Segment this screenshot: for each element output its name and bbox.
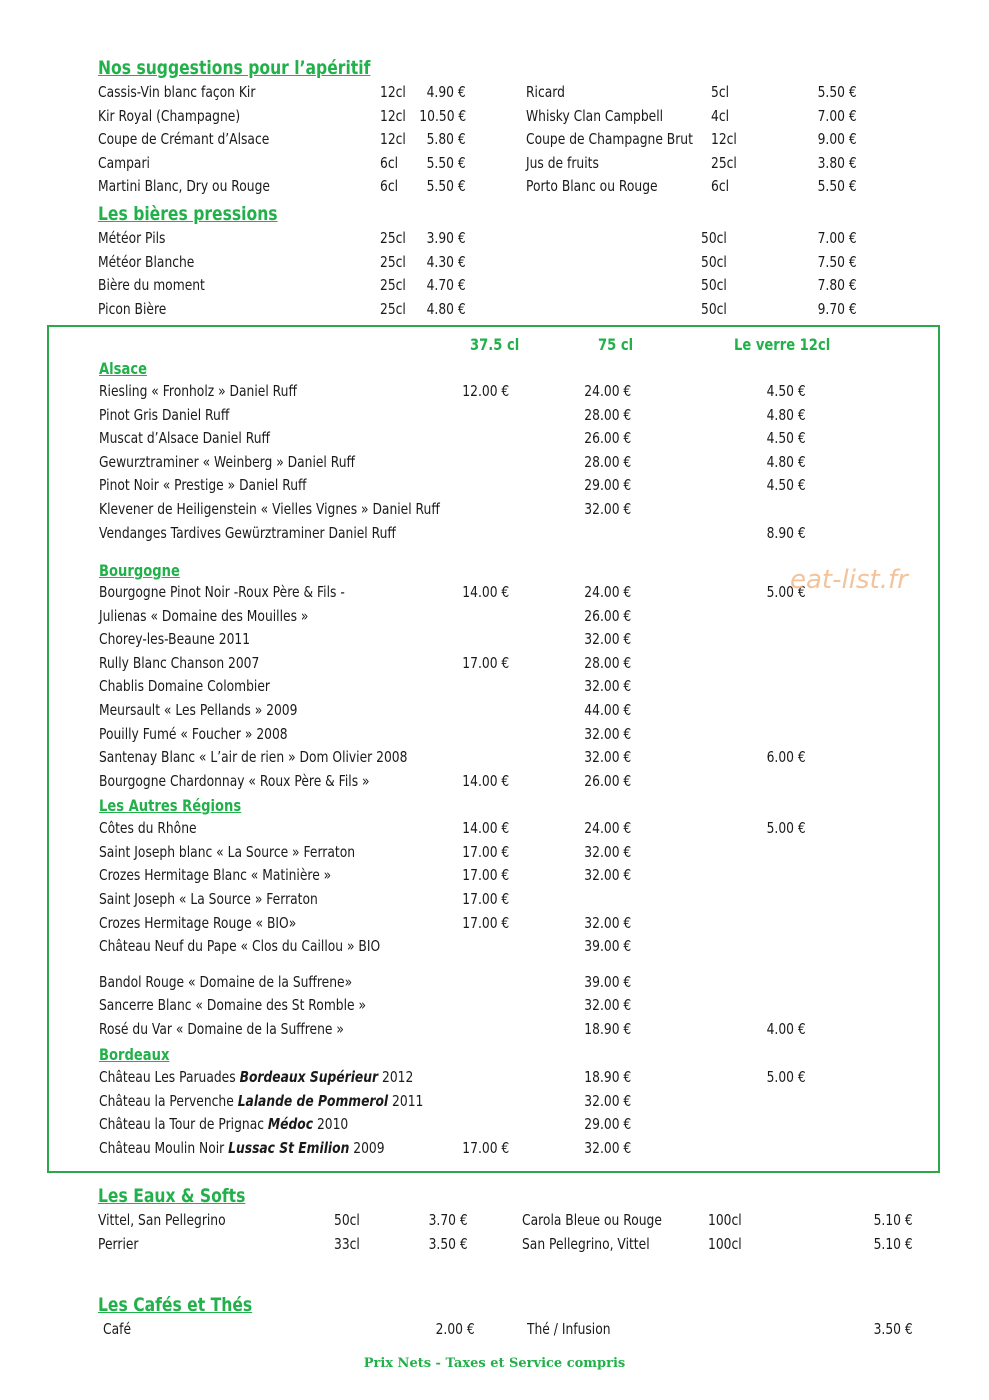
price-37cl: 17.00 € (462, 653, 509, 672)
price-75cl: 28.00 € (584, 405, 631, 424)
wine-name: Sancerre Blanc « Domaine des St Romble » (99, 996, 367, 1014)
price-75cl: 24.00 € (584, 382, 631, 400)
column-header-37cl: 37.5 cl (470, 335, 520, 354)
item-price: 5.50 € (426, 153, 466, 172)
item-volume: 50cl (701, 276, 727, 295)
item-price: 7.00 € (817, 229, 857, 247)
price-glass: 4.50 € (766, 429, 806, 448)
price-glass: 5.00 € (766, 1068, 806, 1086)
item-volume: 25cl (711, 153, 737, 172)
wine-name (99, 1115, 348, 1133)
item-price: 4.90 € (426, 83, 466, 101)
wine-name: Muscat d’Alsace Daniel Ruff (99, 429, 270, 448)
item-name: Coupe de Crémant d’Alsace (98, 130, 270, 149)
item-volume: 6cl (711, 177, 730, 196)
wine-name-prefix: Château la Pervenche (99, 1091, 238, 1110)
price-75cl: 39.00 € (584, 937, 631, 955)
item-name: Café (103, 1320, 132, 1338)
price-75cl: 39.00 € (584, 973, 631, 991)
footer-note: Prix Nets - Taxes et Service compris (363, 1356, 626, 1371)
price-37cl: 14.00 € (462, 819, 509, 837)
price-75cl: 29.00 € (584, 1115, 631, 1134)
item-name: Vittel, San Pellegrino (98, 1211, 226, 1229)
wine-name: Chablis Domaine Colombier (99, 677, 270, 696)
item-volume: 50cl (701, 229, 727, 247)
wine-name: Gewurztraminer « Weinberg » Daniel Ruff (99, 452, 356, 471)
wine-name (99, 1092, 423, 1110)
item-name: Picon Bière (98, 299, 167, 318)
price-glass: 4.00 € (766, 1020, 806, 1038)
item-price: 4.70 € (426, 276, 466, 295)
price-37cl: 17.00 € (462, 890, 509, 908)
item-price: 5.50 € (817, 177, 857, 196)
item-price: 9.70 € (817, 299, 857, 318)
wine-name: Klevener de Heiligenstein « Vielles Vignes » Daniel Ruff (99, 500, 440, 518)
item-price: 7.00 € (817, 106, 857, 125)
item-price: 7.50 € (817, 252, 857, 271)
column-header-75cl: 75 cl (598, 335, 634, 354)
wine-vintage: 2010 (313, 1115, 349, 1134)
price-glass: 4.50 € (766, 382, 806, 400)
price-75cl: 24.00 € (584, 583, 631, 601)
wine-appellation: Médoc (267, 1115, 314, 1134)
item-name: Météor Pils (98, 229, 166, 247)
item-name: Bière du moment (98, 276, 205, 295)
wine-name: Saint Joseph « La Source » Ferraton (99, 890, 318, 908)
section-title-coffee: Les Cafés et Thés (98, 1294, 253, 1316)
item-price: 3.80 € (817, 153, 857, 172)
price-75cl: 32.00 € (584, 914, 631, 932)
wine-name-prefix: Château Les Paruades (99, 1068, 240, 1086)
price-75cl: 32.00 € (584, 1091, 631, 1110)
item-volume: 100cl (708, 1235, 742, 1253)
wine-name: Crozes Hermitage Blanc « Matinière » (99, 866, 332, 884)
wine-name: Bandol Rouge « Domaine de la Suffrene» (99, 973, 353, 991)
item-price: 3.50 € (428, 1235, 468, 1253)
wine-name: Meursault « Les Pellands » 2009 (99, 701, 298, 719)
wine-name: Santenay Blanc « L’air de rien » Dom Olivier 2008 (99, 748, 408, 767)
wine-name (99, 1068, 413, 1086)
wine-name-prefix: Château Moulin Noir (99, 1138, 229, 1157)
wine-name-prefix: Château la Tour de Prignac (99, 1115, 268, 1134)
wine-name: Pouilly Fumé « Foucher » 2008 (99, 724, 288, 743)
wine-name: Riesling « Fronholz » Daniel Ruff (99, 382, 297, 400)
item-volume: 6cl (380, 153, 399, 172)
item-volume: 25cl (380, 229, 406, 247)
item-name: Kir Royal (Champagne) (98, 106, 241, 125)
price-75cl: 26.00 € (584, 771, 631, 790)
item-name: Coupe de Champagne Brut (526, 130, 693, 149)
wine-name: Rosé du Var « Domaine de la Suffrene » (99, 1020, 344, 1038)
price-glass: 4.80 € (766, 405, 806, 424)
item-price: 5.50 € (817, 83, 857, 101)
wine-name: Bourgogne Chardonnay « Roux Père & Fils » (99, 771, 370, 790)
wine-name: Saint Joseph blanc « La Source » Ferraton (99, 843, 356, 861)
price-glass: 4.80 € (766, 452, 806, 471)
price-glass: 4.50 € (766, 476, 806, 495)
item-name: Ricard (526, 83, 565, 101)
price-75cl: 44.00 € (584, 701, 631, 719)
section-title-waters: Les Eaux & Softs (98, 1185, 246, 1207)
price-75cl: 32.00 € (584, 677, 631, 696)
price-37cl: 14.00 € (462, 771, 509, 790)
item-volume: 25cl (380, 299, 406, 318)
item-price: 3.90 € (426, 229, 466, 247)
item-price: 4.30 € (426, 252, 466, 271)
price-75cl: 32.00 € (584, 724, 631, 743)
price-37cl: 17.00 € (462, 843, 509, 861)
item-name: San Pellegrino, Vittel (522, 1235, 650, 1253)
wine-appellation: Lalande de Pommerol (237, 1091, 389, 1110)
item-price: 7.80 € (817, 276, 857, 295)
price-glass: 6.00 € (766, 748, 806, 767)
price-75cl: 28.00 € (584, 452, 631, 471)
price-75cl: 32.00 € (584, 630, 631, 649)
section-title-other-regions: Les Autres Régions (99, 796, 242, 815)
item-name: Thé / Infusion (527, 1320, 611, 1338)
price-75cl: 26.00 € (584, 606, 631, 625)
item-name: Perrier (98, 1235, 139, 1253)
price-75cl: 28.00 € (584, 653, 631, 672)
item-volume: 12cl (380, 106, 406, 125)
wine-name: Château Neuf du Pape « Clos du Caillou » BIO (99, 937, 381, 955)
item-volume: 12cl (711, 130, 737, 149)
price-75cl: 32.00 € (584, 843, 631, 861)
item-volume: 4cl (711, 106, 730, 125)
item-name: Whisky Clan Campbell (526, 106, 664, 125)
price-75cl: 32.00 € (584, 1138, 631, 1157)
wine-appellation: Bordeaux Supérieur (239, 1068, 379, 1086)
price-37cl: 17.00 € (462, 914, 509, 932)
item-volume: 25cl (380, 276, 406, 295)
wine-name: Côtes du Rhône (99, 819, 197, 837)
section-title-aperitif: Nos suggestions pour l’apéritif (98, 57, 371, 79)
item-volume: 12cl (380, 130, 406, 149)
section-title-alsace: Alsace (99, 359, 147, 378)
wine-name (99, 1139, 385, 1157)
price-37cl: 17.00 € (462, 1138, 509, 1157)
item-volume: 25cl (380, 252, 406, 271)
wine-name: Vendanges Tardives Gewürztraminer Daniel Ruff (99, 523, 396, 542)
item-volume: 12cl (380, 83, 406, 101)
price-37cl: 17.00 € (462, 866, 509, 884)
price-glass: 5.00 € (766, 583, 806, 601)
wine-name: Bourgogne Pinot Noir -Roux Père & Fils - (99, 583, 345, 601)
price-75cl: 32.00 € (584, 748, 631, 767)
item-volume: 50cl (334, 1211, 360, 1229)
wine-vintage: 2012 (378, 1068, 414, 1086)
item-volume: 50cl (701, 299, 727, 318)
wine-name: Pinot Gris Daniel Ruff (99, 405, 230, 424)
item-name: Porto Blanc ou Rouge (526, 177, 658, 196)
item-price: 3.70 € (428, 1211, 468, 1229)
section-title-bourgogne: Bourgogne (99, 561, 180, 580)
section-title-beers: Les bières pressions (98, 203, 278, 225)
wine-name: Julienas « Domaine des Mouilles » (99, 606, 309, 625)
item-price: 3.50 € (873, 1320, 913, 1338)
wine-name: Crozes Hermitage Rouge « BIO» (99, 914, 297, 932)
price-37cl: 12.00 € (462, 382, 509, 400)
item-volume: 6cl (380, 177, 399, 196)
wine-appellation: Lussac St Emilion (228, 1138, 350, 1157)
item-name: Campari (98, 153, 150, 172)
item-name: Météor Blanche (98, 252, 195, 271)
item-price: 4.80 € (426, 299, 466, 318)
wine-vintage: 2011 (388, 1091, 424, 1110)
item-price: 5.10 € (873, 1211, 913, 1229)
price-75cl: 18.90 € (584, 1068, 631, 1086)
item-price: 5.50 € (426, 177, 466, 196)
price-75cl: 18.90 € (584, 1020, 631, 1038)
watermark: eat-list.fr (790, 565, 908, 595)
item-name: Cassis-Vin blanc façon Kir (98, 83, 256, 101)
price-glass: 8.90 € (766, 523, 806, 542)
item-name: Jus de fruits (526, 153, 599, 172)
item-price: 10.50 € (419, 106, 466, 125)
price-75cl: 32.00 € (584, 500, 631, 518)
item-price: 9.00 € (817, 130, 857, 149)
price-75cl: 26.00 € (584, 429, 631, 448)
price-75cl: 24.00 € (584, 819, 631, 837)
wine-name: Rully Blanc Chanson 2007 (99, 653, 260, 672)
item-volume: 50cl (701, 252, 727, 271)
wine-name: Chorey-les-Beaune 2011 (99, 630, 251, 649)
item-name: Carola Bleue ou Rouge (522, 1211, 662, 1229)
price-glass: 5.00 € (766, 819, 806, 837)
column-header-glass: Le verre 12cl (734, 335, 831, 354)
wine-vintage: 2009 (349, 1138, 385, 1157)
price-75cl: 32.00 € (584, 866, 631, 884)
price-75cl: 32.00 € (584, 996, 631, 1014)
price-75cl: 29.00 € (584, 476, 631, 495)
item-volume: 5cl (711, 83, 730, 101)
item-volume: 100cl (708, 1211, 742, 1229)
item-price: 5.80 € (426, 130, 466, 149)
item-name: Martini Blanc, Dry ou Rouge (98, 177, 270, 196)
item-volume: 33cl (334, 1235, 360, 1253)
item-price: 2.00 € (435, 1320, 475, 1338)
wine-name: Pinot Noir « Prestige » Daniel Ruff (99, 476, 307, 495)
section-title-bordeaux: Bordeaux (99, 1045, 170, 1064)
item-price: 5.10 € (873, 1235, 913, 1253)
price-37cl: 14.00 € (462, 583, 509, 601)
